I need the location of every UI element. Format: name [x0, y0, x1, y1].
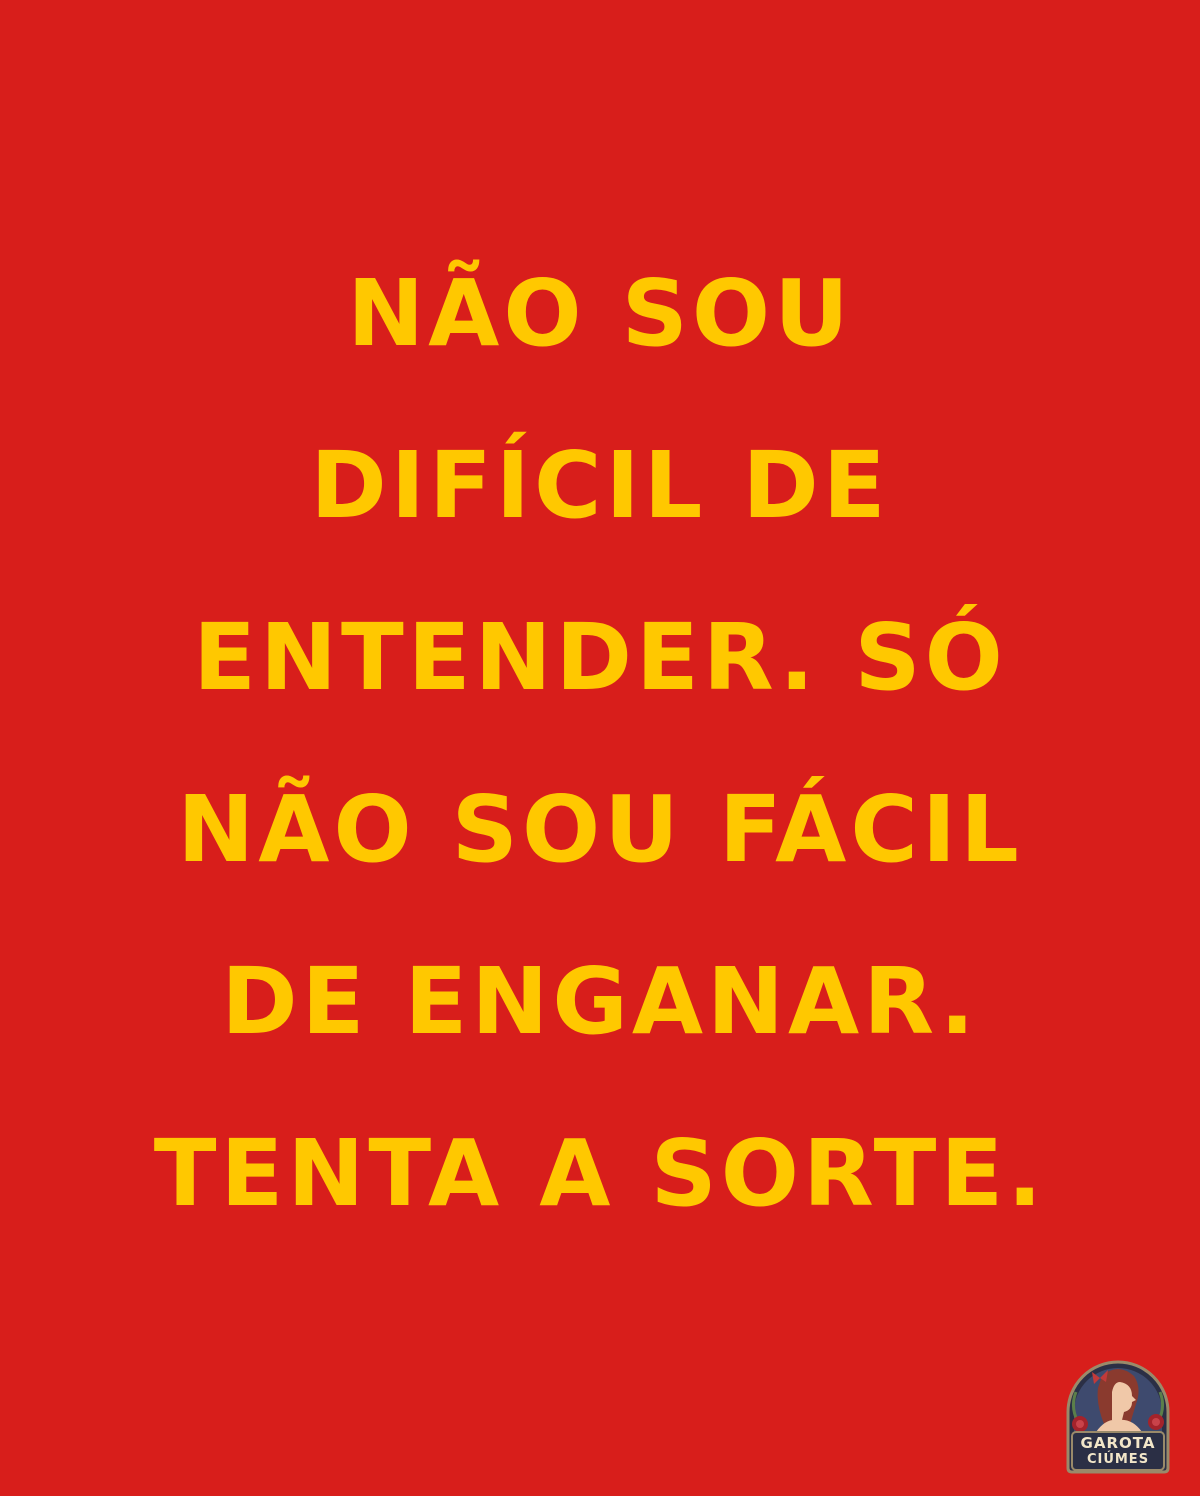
quote-line-5: DE ENGANAR. [221, 948, 979, 1055]
quote-line-6: TENTA A SORTE. [153, 1120, 1047, 1227]
quote-line-2: DIFÍCIL DE [310, 432, 890, 539]
quote-line-3: ENTENDER. SÓ [193, 604, 1007, 711]
quote-line-4: NÃO SOU FÁCIL [177, 776, 1023, 883]
badge-line-2: CIÚMES [1086, 1452, 1150, 1467]
brand-badge [1062, 1352, 1174, 1474]
quote-line-1: NÃO SOU [347, 260, 853, 367]
quote-text [0, 228, 1200, 1260]
badge-line-1: GAROTA [1080, 1434, 1156, 1452]
